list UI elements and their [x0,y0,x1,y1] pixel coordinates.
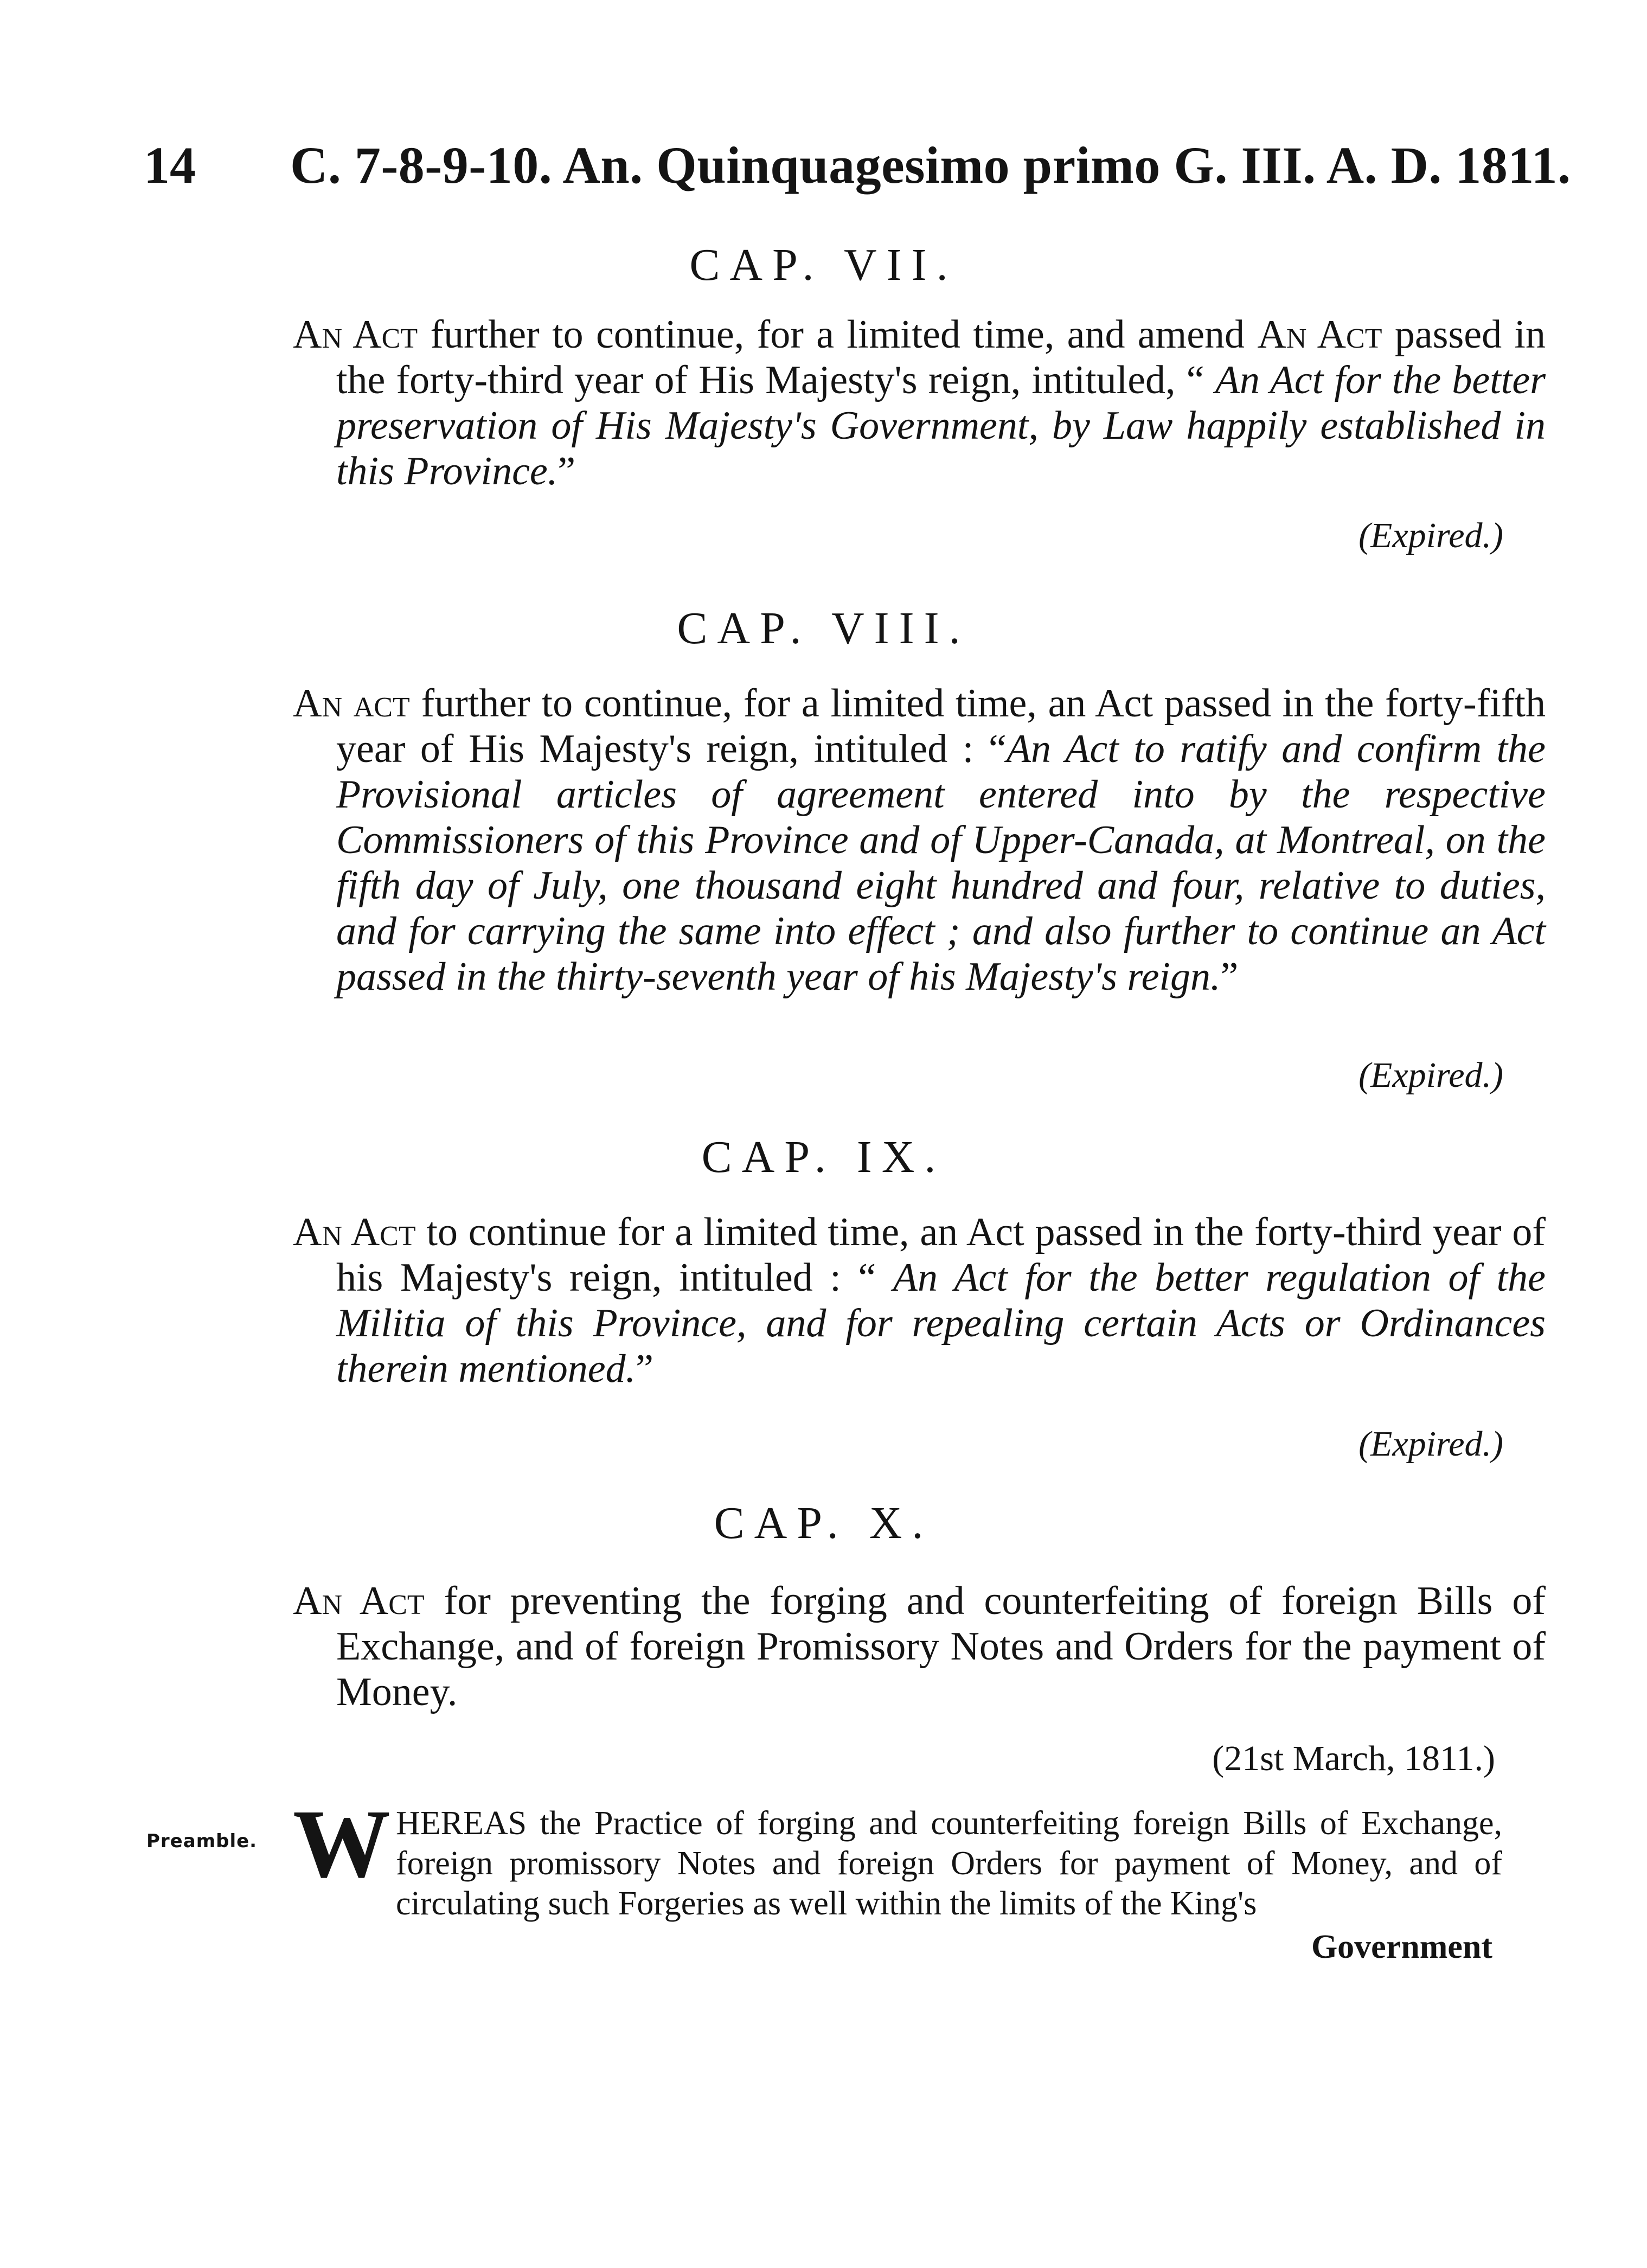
act-text-2: passed in the forty-third year of His Majesty's reign, intituled, “ [336,312,1546,402]
act-prefix: An act [293,681,410,726]
preamble-first-word: HEREAS [396,1805,527,1842]
act-prefix-2: An Act [1257,312,1382,357]
preamble-text [293,1790,1502,1924]
chapter-10-heading: CAP. X. [714,1498,933,1548]
act-cited-title: An Act to ratify and confirm the Provisional articles of agreement entered into by the respective Commissioners of this Province and of Upper-Canada, at Montreal, on the fifth day of July, one thousand eight hundred and four, relative to duties, and for carrying the same into effect ; and also further to continue an Act passed in the thirty-seventh year of his Majesty's reign. [336,727,1546,999]
preamble-body [293,1790,1502,1924]
act-text: to continue for a limited time, an Act passed in the forty-third year of his Majesty's reign, intituled : “ [336,1210,1546,1300]
act-cited-title: An Act for the better regulation of the Militia of this Province, and for repealing certain Acts or Ordinances therein mentioned. [336,1255,1546,1391]
chapter-10-date: (21st March, 1811.) [1212,1739,1495,1778]
catchword: Government [1311,1929,1492,1965]
chapter-9-heading: CAP. IX. [701,1132,946,1182]
chapter-9-status: (Expired.) [1358,1424,1503,1464]
chapter-10-title [293,1578,1546,1715]
act-cited-title: An Act for the better preservation of His Majesty's Government, by Law happily established in this Province. [336,358,1546,494]
preamble-margin-label: Preamble. [146,1830,258,1852]
act-close-quote: ” [557,449,576,494]
chapter-7-heading: CAP. VII. [689,240,958,290]
act-text: further to continue, for a limited time, an Act passed in the forty-fifth year of His Majesty's reign, intituled : “ [336,681,1546,771]
preamble-content: the Practice of forging and counterfeiting foreign Bills of Exchange, foreign promissory Notes and foreign Orders for payment of Money, and of circulating such Forgeries as well within the limits of the King's [396,1805,1502,1922]
act-text: for preventing the forging and counterfeiting of foreign Bills of Exchange, and of foreign Promissory Notes and Orders for the payment of Money. [336,1579,1546,1714]
act-close-quote: ” [636,1347,653,1391]
chapter-8-title [293,681,1546,1000]
running-title: C. 7-8-9-10. An. Quinquagesimo primo G. III. A. D. 1811. [290,136,1571,194]
chapter-8-status: (Expired.) [1358,1055,1503,1095]
act-close-quote: ” [1220,954,1239,999]
chapter-8-heading: CAP. VIII. [677,603,970,654]
chapter-7-title [293,312,1546,494]
page-header [144,136,1571,195]
act-prefix: An Act [293,312,418,357]
drop-cap: W [293,1790,390,1898]
page-number: 14 [144,136,196,194]
act-prefix: An Act [293,1579,425,1623]
chapter-9-title [293,1209,1546,1392]
act-prefix: An Act [293,1210,416,1254]
act-text: further to continue, for a limited time, and amend [418,312,1258,357]
chapter-7-status: (Expired.) [1358,516,1503,555]
